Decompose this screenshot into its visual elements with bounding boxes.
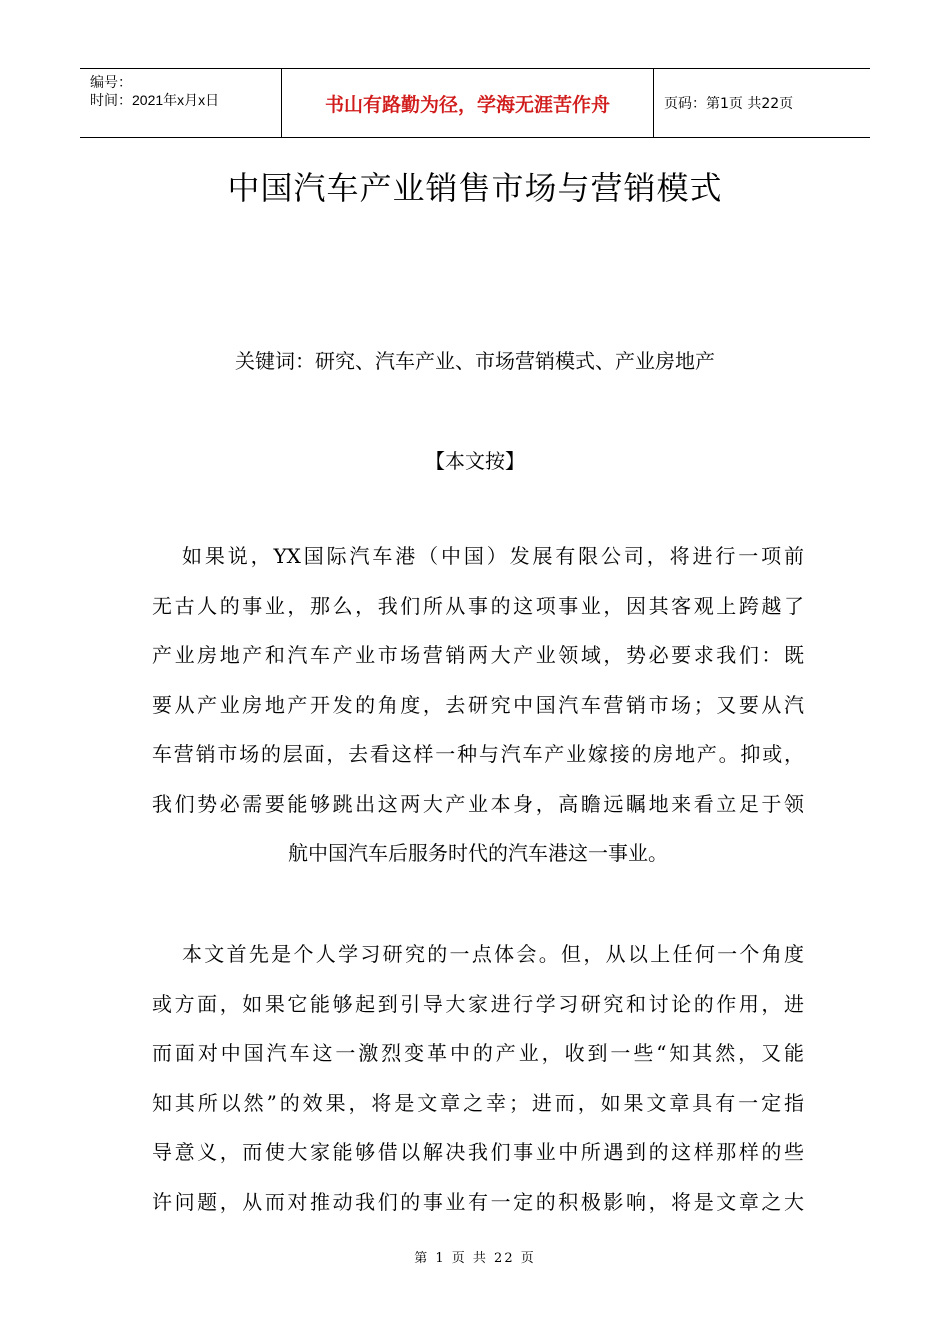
paragraph-line: 要从产业房地产开发的角度，去研究中国汽车营销市场；又要从汽 xyxy=(152,692,804,717)
paragraph-line: 本文首先是个人学习研究的一点体会。但，从以上任何一个角度 xyxy=(182,942,804,966)
note-heading: 【本文按】 xyxy=(425,449,525,473)
document-number-label: 编号： xyxy=(90,74,132,90)
document-time-label: 时间：2021年x月x日 xyxy=(90,92,220,108)
paragraph-line: 航中国汽车后服务时代的汽车港这一事业。 xyxy=(288,841,668,865)
paragraph-line: 导意义，而使大家能够借以解决我们事业中所遇到的这样那样的些 xyxy=(152,1140,804,1164)
paragraph-line: 车营销市场的层面，去看这样一种与汽车产业嫁接的房地产。抑或， xyxy=(152,742,804,766)
header-motto: 书山有路勤为径，学海无涯苦作舟 xyxy=(282,69,654,137)
paragraph-line: 许问题，从而对推动我们的事业有一定的积极影响，将是文章之大 xyxy=(152,1189,804,1214)
header-meta-cell xyxy=(80,69,282,137)
keywords-line: 关键词：研究、汽车产业、市场营销模式、产业房地产 xyxy=(235,349,715,373)
paragraph-line: 知其所以然”的效果，将是文章之幸；进而，如果文章具有一定指 xyxy=(152,1090,804,1115)
header-page-info: 页码：第1页 共22页 xyxy=(664,96,794,112)
page-footer: 第 1 页 共 22 页 xyxy=(414,1251,536,1266)
paragraph-line: 无古人的事业，那么，我们所从事的这项事业，因其客观上跨越了 xyxy=(152,593,804,618)
paragraph-line: 如果说，YX国际汽车港（中国）发展有限公司，将进行一项前 xyxy=(182,544,804,568)
paragraph-line: 我们势必需要能够跳出这两大产业本身，高瞻远瞩地来看立足于领 xyxy=(152,791,804,816)
paragraph-1 xyxy=(152,532,804,879)
paragraph-line: 而面对中国汽车这一激烈变革中的产业，收到一些“知其然，又能 xyxy=(152,1041,804,1065)
document-title: 中国汽车产业销售市场与营销模式 xyxy=(227,169,723,207)
paragraph-line: 产业房地产和汽车产业市场营销两大产业领域，势必要求我们：既 xyxy=(152,643,804,667)
paragraph-2 xyxy=(152,930,804,1227)
header-table xyxy=(80,68,870,138)
paragraph-line: 或方面，如果它能够起到引导大家进行学习研究和讨论的作用，进 xyxy=(152,991,804,1016)
